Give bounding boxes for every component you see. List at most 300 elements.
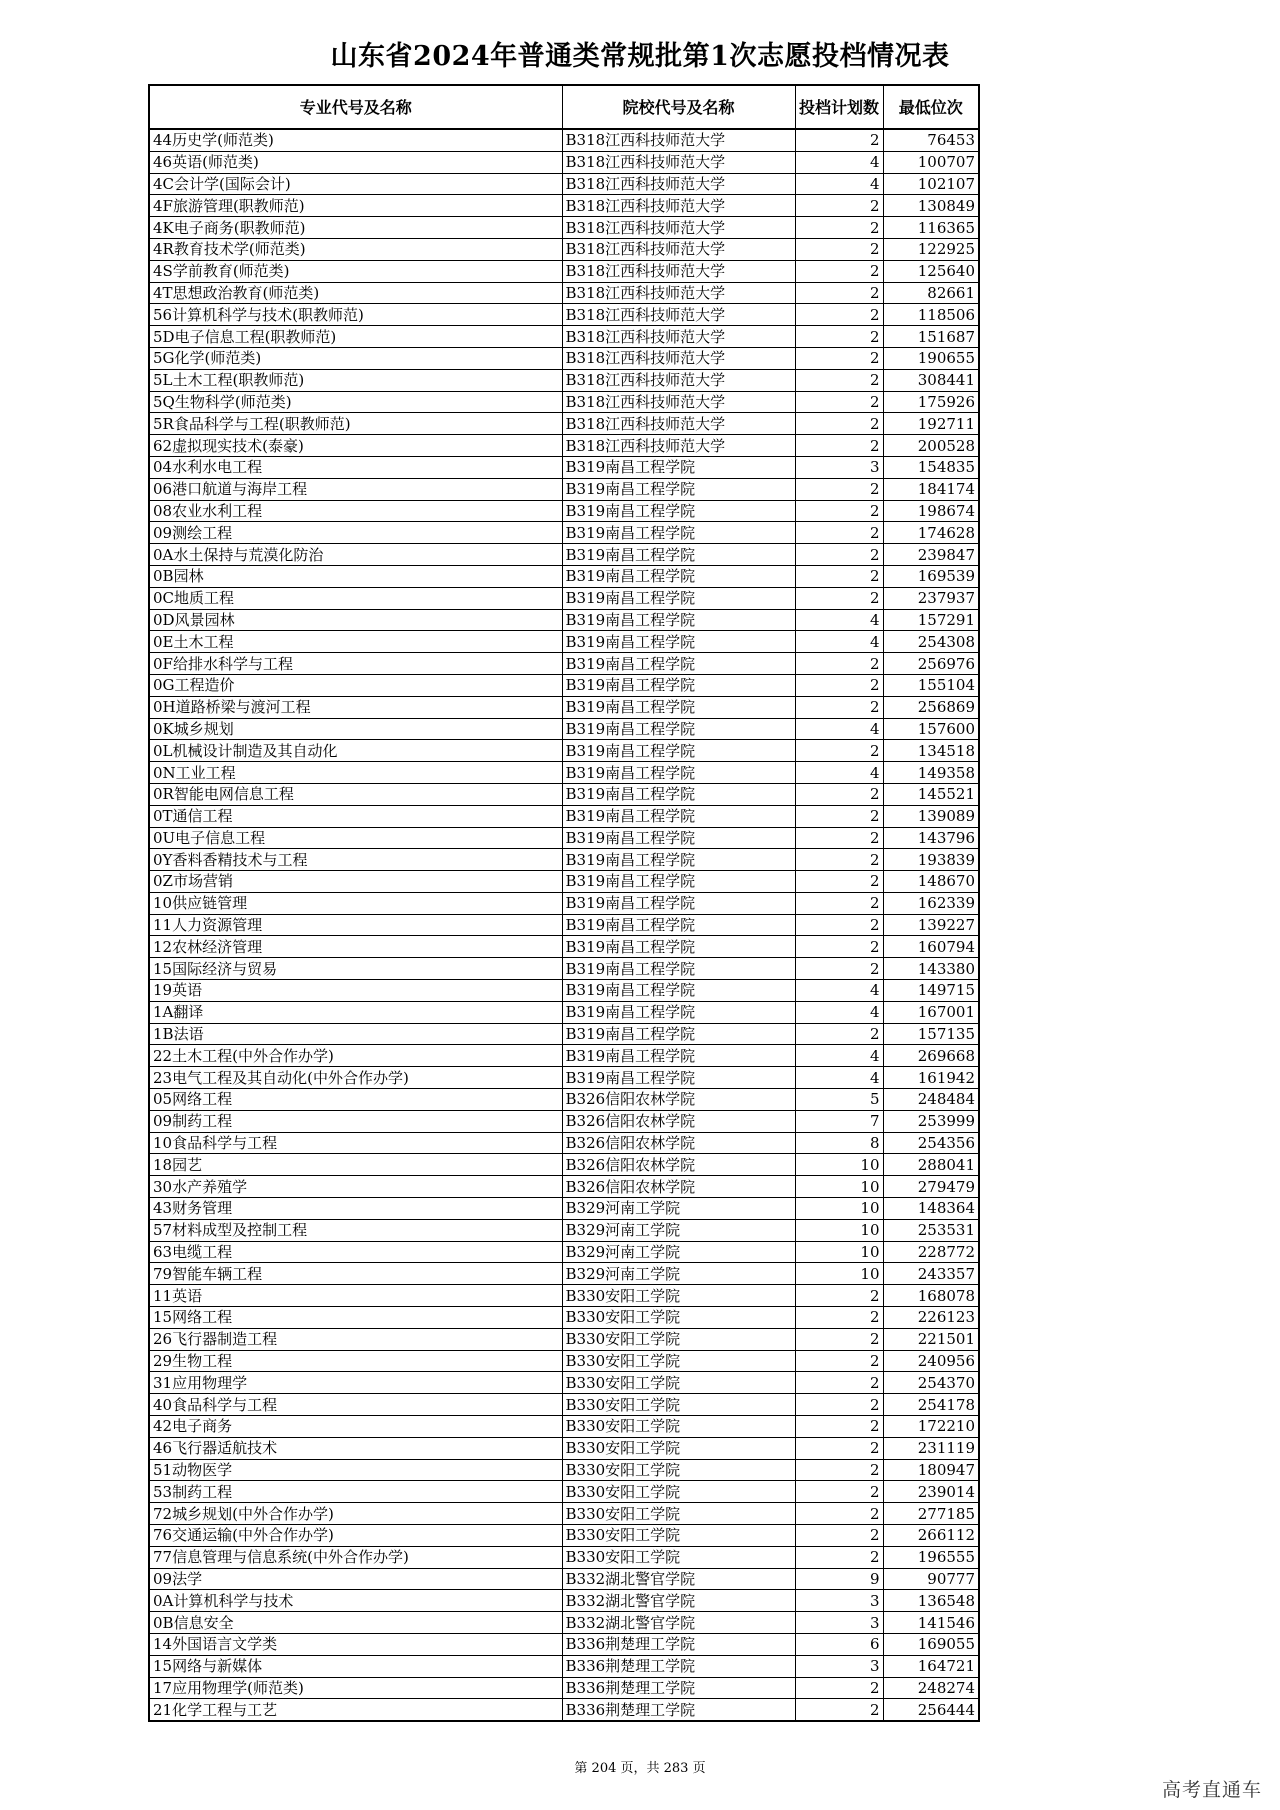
- plan-count-cell: 2: [795, 326, 883, 348]
- plan-count-cell: 3: [795, 1590, 883, 1612]
- min-rank-cell: 141546: [883, 1612, 979, 1634]
- major-cell: 0Z市场营销: [149, 871, 562, 893]
- major-cell: 5G化学(师范类): [149, 347, 562, 369]
- school-cell: B319南昌工程学院: [562, 783, 795, 805]
- school-cell: B330安阳工学院: [562, 1525, 795, 1547]
- school-cell: B319南昌工程学院: [562, 500, 795, 522]
- plan-count-cell: 2: [795, 478, 883, 500]
- plan-count-cell: 2: [795, 282, 883, 304]
- major-cell: 09法学: [149, 1568, 562, 1590]
- table-row: [149, 762, 979, 784]
- plan-count-cell: 2: [795, 892, 883, 914]
- plan-count-cell: 2: [795, 1677, 883, 1699]
- table-row: [149, 1633, 979, 1655]
- table-row: [149, 1154, 979, 1176]
- plan-count-cell: 7: [795, 1110, 883, 1132]
- school-cell: B330安阳工学院: [562, 1416, 795, 1438]
- table-row: [149, 631, 979, 653]
- school-cell: B332湖北警官学院: [562, 1568, 795, 1590]
- school-cell: B318江西科技师范大学: [562, 435, 795, 457]
- major-cell: 5L土木工程(职教师范): [149, 369, 562, 391]
- table-row: [149, 609, 979, 631]
- major-cell: 77信息管理与信息系统(中外合作办学): [149, 1546, 562, 1568]
- table-row: [149, 151, 979, 173]
- plan-count-cell: 2: [795, 217, 883, 239]
- school-cell: B329河南工学院: [562, 1219, 795, 1241]
- major-cell: 46英语(师范类): [149, 151, 562, 173]
- plan-count-cell: 2: [795, 696, 883, 718]
- major-cell: 0N工业工程: [149, 762, 562, 784]
- min-rank-cell: 157291: [883, 609, 979, 631]
- major-cell: 23电气工程及其自动化(中外合作办学): [149, 1067, 562, 1089]
- min-rank-cell: 180947: [883, 1459, 979, 1481]
- table-row: [149, 565, 979, 587]
- school-cell: B330安阳工学院: [562, 1372, 795, 1394]
- plan-count-cell: 2: [795, 129, 883, 151]
- table-row: [149, 1699, 979, 1721]
- school-cell: B318江西科技师范大学: [562, 217, 795, 239]
- min-rank-cell: 237937: [883, 587, 979, 609]
- school-cell: B336荆楚理工学院: [562, 1655, 795, 1677]
- school-cell: B330安阳工学院: [562, 1546, 795, 1568]
- table-row: [149, 740, 979, 762]
- plan-count-cell: 5: [795, 1089, 883, 1111]
- major-cell: 15国际经济与贸易: [149, 958, 562, 980]
- plan-count-cell: 2: [795, 1459, 883, 1481]
- plan-count-cell: 2: [795, 1023, 883, 1045]
- min-rank-cell: 148364: [883, 1198, 979, 1220]
- plan-count-cell: 2: [795, 587, 883, 609]
- table-row: [149, 1198, 979, 1220]
- school-cell: B318江西科技师范大学: [562, 282, 795, 304]
- school-cell: B319南昌工程学院: [562, 674, 795, 696]
- table-row: [149, 653, 979, 675]
- major-cell: 62虚拟现实技术(泰豪): [149, 435, 562, 457]
- plan-count-cell: 2: [795, 1307, 883, 1329]
- plan-count-cell: 2: [795, 500, 883, 522]
- table-row: [149, 958, 979, 980]
- school-cell: B319南昌工程学院: [562, 1023, 795, 1045]
- min-rank-cell: 243357: [883, 1263, 979, 1285]
- plan-count-cell: 2: [795, 413, 883, 435]
- min-rank-cell: 149358: [883, 762, 979, 784]
- school-cell: B326信阳农林学院: [562, 1132, 795, 1154]
- major-cell: 08农业水利工程: [149, 500, 562, 522]
- table-row: [149, 173, 979, 195]
- table-row: [149, 1655, 979, 1677]
- plan-count-cell: 2: [795, 304, 883, 326]
- table-row: [149, 1219, 979, 1241]
- min-rank-cell: 256976: [883, 653, 979, 675]
- min-rank-cell: 184174: [883, 478, 979, 500]
- table-row: [149, 783, 979, 805]
- major-cell: 5Q生物科学(师范类): [149, 391, 562, 413]
- min-rank-cell: 148670: [883, 871, 979, 893]
- table-row: [149, 587, 979, 609]
- school-cell: B336荆楚理工学院: [562, 1677, 795, 1699]
- school-cell: B330安阳工学院: [562, 1503, 795, 1525]
- header-school: 院校代号及名称: [562, 85, 795, 129]
- major-cell: 72城乡规划(中外合作办学): [149, 1503, 562, 1525]
- school-cell: B330安阳工学院: [562, 1307, 795, 1329]
- major-cell: 30水产养殖学: [149, 1176, 562, 1198]
- plan-count-cell: 2: [795, 391, 883, 413]
- school-cell: B319南昌工程学院: [562, 936, 795, 958]
- major-cell: 0T通信工程: [149, 805, 562, 827]
- min-rank-cell: 288041: [883, 1154, 979, 1176]
- table-row: [149, 1546, 979, 1568]
- min-rank-cell: 253531: [883, 1219, 979, 1241]
- school-cell: B318江西科技师范大学: [562, 238, 795, 260]
- school-cell: B336荆楚理工学院: [562, 1699, 795, 1721]
- school-cell: B326信阳农林学院: [562, 1089, 795, 1111]
- school-cell: B319南昌工程学院: [562, 740, 795, 762]
- major-cell: 4T思想政治教育(师范类): [149, 282, 562, 304]
- major-cell: 40食品科学与工程: [149, 1394, 562, 1416]
- plan-count-cell: 2: [795, 1481, 883, 1503]
- major-cell: 1B法语: [149, 1023, 562, 1045]
- major-cell: 56计算机科学与技术(职教师范): [149, 304, 562, 326]
- table-row: [149, 195, 979, 217]
- table-row: [149, 1459, 979, 1481]
- table-row: [149, 1437, 979, 1459]
- plan-count-cell: 10: [795, 1176, 883, 1198]
- school-cell: B318江西科技师范大学: [562, 304, 795, 326]
- min-rank-cell: 254178: [883, 1394, 979, 1416]
- plan-count-cell: 4: [795, 1045, 883, 1067]
- major-cell: 15网络工程: [149, 1307, 562, 1329]
- table-row: [149, 1307, 979, 1329]
- school-cell: B318江西科技师范大学: [562, 151, 795, 173]
- table-row: [149, 1503, 979, 1525]
- min-rank-cell: 239847: [883, 544, 979, 566]
- school-cell: B329河南工学院: [562, 1241, 795, 1263]
- min-rank-cell: 160794: [883, 936, 979, 958]
- plan-count-cell: 2: [795, 1328, 883, 1350]
- table-row: [149, 1416, 979, 1438]
- min-rank-cell: 149715: [883, 980, 979, 1002]
- table-row: [149, 914, 979, 936]
- plan-count-cell: 3: [795, 456, 883, 478]
- school-cell: B326信阳农林学院: [562, 1176, 795, 1198]
- school-cell: B319南昌工程学院: [562, 849, 795, 871]
- table-row: [149, 805, 979, 827]
- table-header-row: [149, 85, 979, 129]
- school-cell: B319南昌工程学院: [562, 609, 795, 631]
- plan-count-cell: 4: [795, 173, 883, 195]
- plan-count-cell: 3: [795, 1612, 883, 1634]
- min-rank-cell: 130849: [883, 195, 979, 217]
- major-cell: 0D风景园林: [149, 609, 562, 631]
- min-rank-cell: 253999: [883, 1110, 979, 1132]
- min-rank-cell: 226123: [883, 1307, 979, 1329]
- plan-count-cell: 3: [795, 1655, 883, 1677]
- table-row: [149, 1241, 979, 1263]
- school-cell: B318江西科技师范大学: [562, 173, 795, 195]
- plan-count-cell: 2: [795, 565, 883, 587]
- table-row: [149, 260, 979, 282]
- min-rank-cell: 256444: [883, 1699, 979, 1721]
- table-row: [149, 1176, 979, 1198]
- table-row: [149, 413, 979, 435]
- plan-count-cell: 2: [795, 1372, 883, 1394]
- min-rank-cell: 169055: [883, 1633, 979, 1655]
- major-cell: 04水利水电工程: [149, 456, 562, 478]
- major-cell: 0K城乡规划: [149, 718, 562, 740]
- table-row: [149, 1285, 979, 1307]
- major-cell: 1A翻译: [149, 1001, 562, 1023]
- min-rank-cell: 76453: [883, 129, 979, 151]
- school-cell: B319南昌工程学院: [562, 478, 795, 500]
- school-cell: B336荆楚理工学院: [562, 1633, 795, 1655]
- table-row: [149, 849, 979, 871]
- table-row: [149, 282, 979, 304]
- school-cell: B319南昌工程学院: [562, 871, 795, 893]
- table-row: [149, 217, 979, 239]
- min-rank-cell: 172210: [883, 1416, 979, 1438]
- min-rank-cell: 102107: [883, 173, 979, 195]
- plan-count-cell: 2: [795, 1503, 883, 1525]
- plan-count-cell: 2: [795, 369, 883, 391]
- min-rank-cell: 154835: [883, 456, 979, 478]
- watermark: 高考直通车: [1161, 1779, 1262, 1801]
- major-cell: 0B园林: [149, 565, 562, 587]
- major-cell: 0E土木工程: [149, 631, 562, 653]
- plan-count-cell: 10: [795, 1263, 883, 1285]
- major-cell: 4K电子商务(职教师范): [149, 217, 562, 239]
- plan-count-cell: 8: [795, 1132, 883, 1154]
- min-rank-cell: 143796: [883, 827, 979, 849]
- plan-count-cell: 10: [795, 1154, 883, 1176]
- table-row: [149, 718, 979, 740]
- plan-count-cell: 2: [795, 238, 883, 260]
- major-cell: 0U电子信息工程: [149, 827, 562, 849]
- school-cell: B319南昌工程学院: [562, 762, 795, 784]
- school-cell: B326信阳农林学院: [562, 1154, 795, 1176]
- table-row: [149, 129, 979, 151]
- table-row: [149, 522, 979, 544]
- plan-count-cell: 2: [795, 1350, 883, 1372]
- plan-count-cell: 2: [795, 1699, 883, 1721]
- min-rank-cell: 254356: [883, 1132, 979, 1154]
- table-row: [149, 238, 979, 260]
- plan-count-cell: 2: [795, 871, 883, 893]
- school-cell: B319南昌工程学院: [562, 718, 795, 740]
- min-rank-cell: 248274: [883, 1677, 979, 1699]
- table-row: [149, 1568, 979, 1590]
- table-row: [149, 347, 979, 369]
- major-cell: 0A水土保持与荒漠化防治: [149, 544, 562, 566]
- school-cell: B330安阳工学院: [562, 1481, 795, 1503]
- plan-count-cell: 4: [795, 151, 883, 173]
- major-cell: 5D电子信息工程(职教师范): [149, 326, 562, 348]
- min-rank-cell: 90777: [883, 1568, 979, 1590]
- school-cell: B319南昌工程学院: [562, 914, 795, 936]
- min-rank-cell: 169539: [883, 565, 979, 587]
- major-cell: 18园艺: [149, 1154, 562, 1176]
- table-row: [149, 1110, 979, 1132]
- school-cell: B330安阳工学院: [562, 1459, 795, 1481]
- major-cell: 06港口航道与海岸工程: [149, 478, 562, 500]
- major-cell: 11人力资源管理: [149, 914, 562, 936]
- major-cell: 53制药工程: [149, 1481, 562, 1503]
- major-cell: 17应用物理学(师范类): [149, 1677, 562, 1699]
- school-cell: B330安阳工学院: [562, 1350, 795, 1372]
- table-row: [149, 1677, 979, 1699]
- plan-count-cell: 2: [795, 653, 883, 675]
- school-cell: B330安阳工学院: [562, 1285, 795, 1307]
- school-cell: B318江西科技师范大学: [562, 347, 795, 369]
- plan-count-cell: 2: [795, 1285, 883, 1307]
- major-cell: 0H道路桥梁与渡河工程: [149, 696, 562, 718]
- plan-count-cell: 4: [795, 762, 883, 784]
- plan-count-cell: 4: [795, 1067, 883, 1089]
- school-cell: B319南昌工程学院: [562, 892, 795, 914]
- school-cell: B319南昌工程学院: [562, 587, 795, 609]
- major-cell: 10食品科学与工程: [149, 1132, 562, 1154]
- plan-count-cell: 2: [795, 347, 883, 369]
- table-row: [149, 980, 979, 1002]
- school-cell: B319南昌工程学院: [562, 1001, 795, 1023]
- min-rank-cell: 228772: [883, 1241, 979, 1263]
- table-row: [149, 696, 979, 718]
- min-rank-cell: 145521: [883, 783, 979, 805]
- min-rank-cell: 256869: [883, 696, 979, 718]
- table-row: [149, 1372, 979, 1394]
- min-rank-cell: 254308: [883, 631, 979, 653]
- table-row: [149, 456, 979, 478]
- table-row: [149, 1328, 979, 1350]
- plan-count-cell: 2: [795, 783, 883, 805]
- school-cell: B319南昌工程学院: [562, 696, 795, 718]
- min-rank-cell: 157600: [883, 718, 979, 740]
- header-major: 专业代号及名称: [149, 85, 562, 129]
- plan-count-cell: 4: [795, 609, 883, 631]
- plan-count-cell: 2: [795, 1437, 883, 1459]
- plan-count-cell: 4: [795, 718, 883, 740]
- school-cell: B326信阳农林学院: [562, 1110, 795, 1132]
- plan-count-cell: 2: [795, 1525, 883, 1547]
- header-rank: 最低位次: [883, 85, 979, 129]
- school-cell: B318江西科技师范大学: [562, 260, 795, 282]
- plan-count-cell: 4: [795, 631, 883, 653]
- major-cell: 22土木工程(中外合作办学): [149, 1045, 562, 1067]
- table-row: [149, 1001, 979, 1023]
- school-cell: B319南昌工程学院: [562, 827, 795, 849]
- table-row: [149, 304, 979, 326]
- major-cell: 46飞行器适航技术: [149, 1437, 562, 1459]
- min-rank-cell: 164721: [883, 1655, 979, 1677]
- school-cell: B319南昌工程学院: [562, 805, 795, 827]
- school-cell: B319南昌工程学院: [562, 1067, 795, 1089]
- major-cell: 05网络工程: [149, 1089, 562, 1111]
- table-row: [149, 1481, 979, 1503]
- min-rank-cell: 134518: [883, 740, 979, 762]
- plan-count-cell: 9: [795, 1568, 883, 1590]
- school-cell: B332湖北警官学院: [562, 1612, 795, 1634]
- min-rank-cell: 279479: [883, 1176, 979, 1198]
- min-rank-cell: 277185: [883, 1503, 979, 1525]
- min-rank-cell: 82661: [883, 282, 979, 304]
- school-cell: B319南昌工程学院: [562, 958, 795, 980]
- table-row: [149, 674, 979, 696]
- min-rank-cell: 118506: [883, 304, 979, 326]
- major-cell: 42电子商务: [149, 1416, 562, 1438]
- major-cell: 4C会计学(国际会计): [149, 173, 562, 195]
- min-rank-cell: 200528: [883, 435, 979, 457]
- major-cell: 21化学工程与工艺: [149, 1699, 562, 1721]
- table-row: [149, 1132, 979, 1154]
- min-rank-cell: 248484: [883, 1089, 979, 1111]
- table-row: [149, 1023, 979, 1045]
- plan-count-cell: 2: [795, 936, 883, 958]
- school-cell: B330安阳工学院: [562, 1437, 795, 1459]
- school-cell: B319南昌工程学院: [562, 456, 795, 478]
- table-row: [149, 827, 979, 849]
- min-rank-cell: 151687: [883, 326, 979, 348]
- min-rank-cell: 116365: [883, 217, 979, 239]
- min-rank-cell: 161942: [883, 1067, 979, 1089]
- table-row: [149, 1590, 979, 1612]
- school-cell: B319南昌工程学院: [562, 631, 795, 653]
- major-cell: 26飞行器制造工程: [149, 1328, 562, 1350]
- plan-count-cell: 2: [795, 1546, 883, 1568]
- major-cell: 0C地质工程: [149, 587, 562, 609]
- school-cell: B318江西科技师范大学: [562, 195, 795, 217]
- table-row: [149, 500, 979, 522]
- major-cell: 11英语: [149, 1285, 562, 1307]
- major-cell: 4F旅游管理(职教师范): [149, 195, 562, 217]
- plan-count-cell: 2: [795, 260, 883, 282]
- school-cell: B319南昌工程学院: [562, 544, 795, 566]
- header-plan: 投档计划数: [795, 85, 883, 129]
- major-cell: 63电缆工程: [149, 1241, 562, 1263]
- table-row: [149, 369, 979, 391]
- major-cell: 0B信息安全: [149, 1612, 562, 1634]
- min-rank-cell: 193839: [883, 849, 979, 871]
- major-cell: 4S学前教育(师范类): [149, 260, 562, 282]
- major-cell: 09制药工程: [149, 1110, 562, 1132]
- major-cell: 4R教育技术学(师范类): [149, 238, 562, 260]
- plan-count-cell: 2: [795, 522, 883, 544]
- school-cell: B332湖北警官学院: [562, 1590, 795, 1612]
- plan-count-cell: 2: [795, 849, 883, 871]
- major-cell: 79智能车辆工程: [149, 1263, 562, 1285]
- school-cell: B319南昌工程学院: [562, 980, 795, 1002]
- major-cell: 12农林经济管理: [149, 936, 562, 958]
- table-row: [149, 1067, 979, 1089]
- plan-count-cell: 4: [795, 980, 883, 1002]
- school-cell: B318江西科技师范大学: [562, 413, 795, 435]
- major-cell: 14外国语言文学类: [149, 1633, 562, 1655]
- plan-count-cell: 10: [795, 1198, 883, 1220]
- min-rank-cell: 221501: [883, 1328, 979, 1350]
- plan-count-cell: 2: [795, 914, 883, 936]
- major-cell: 43财务管理: [149, 1198, 562, 1220]
- major-cell: 0Y香料香精技术与工程: [149, 849, 562, 871]
- school-cell: B319南昌工程学院: [562, 522, 795, 544]
- plan-count-cell: 2: [795, 1416, 883, 1438]
- major-cell: 51动物医学: [149, 1459, 562, 1481]
- school-cell: B329河南工学院: [562, 1198, 795, 1220]
- school-cell: B318江西科技师范大学: [562, 369, 795, 391]
- plan-count-cell: 10: [795, 1219, 883, 1241]
- min-rank-cell: 122925: [883, 238, 979, 260]
- page-footer: 第 204 页，共 283 页: [574, 1761, 706, 1776]
- school-cell: B319南昌工程学院: [562, 1045, 795, 1067]
- major-cell: 44历史学(师范类): [149, 129, 562, 151]
- plan-count-cell: 2: [795, 805, 883, 827]
